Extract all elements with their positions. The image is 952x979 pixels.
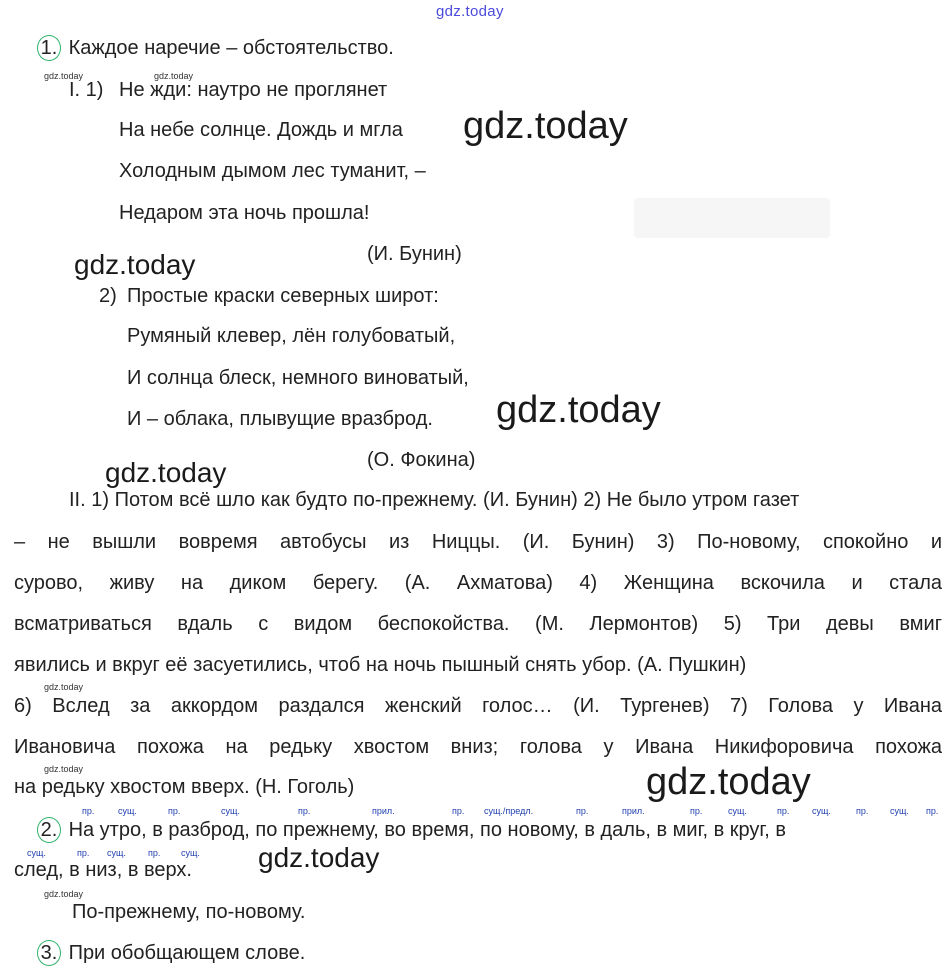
poem2-label: 2): [99, 285, 117, 307]
pos-label: сущ./предл.: [484, 806, 534, 816]
task1-heading: [37, 35, 394, 61]
poem1-line: Недаром эта ночь прошла!: [119, 202, 370, 224]
task1-heading-text: Каждое наречие – обстоятельство.: [68, 37, 394, 59]
part2-line: явились и вкруг её засуетились, чтоб на ночь пышный снять убор. (А. Пушкин): [14, 654, 747, 676]
watermark-tiny: gdz.today: [154, 71, 194, 81]
task3-line: [37, 940, 305, 966]
pos-label: пр.: [576, 806, 589, 816]
pos-label: сущ.: [107, 848, 126, 858]
part2-line: на редьку хвостом вверх. (Н. Гоголь): [14, 776, 355, 798]
task2-number: 2.: [37, 817, 61, 843]
task2-answer: По-прежнему, по-новому.: [72, 901, 306, 923]
task1-number: 1.: [37, 35, 61, 61]
pos-label: пр.: [452, 806, 465, 816]
pos-label: пр.: [82, 806, 95, 816]
watermark-tiny: gdz.today: [44, 71, 84, 81]
pos-label: пр.: [926, 806, 939, 816]
watermark-large: gdz.today: [496, 389, 661, 431]
pos-label: прил.: [622, 806, 645, 816]
pos-label: сущ.: [890, 806, 909, 816]
watermark-medium: gdz.today: [74, 249, 196, 280]
poem2-line: И – облака, плывущие вразброд.: [127, 408, 433, 430]
pos-label: сущ.: [181, 848, 200, 858]
pos-label: сущ.: [27, 848, 46, 858]
task2-line1: На утро, в разброд, по прежнему, во время, по новому, в даль, в миг, в круг, в: [68, 819, 786, 841]
pos-label: пр.: [148, 848, 161, 858]
pos-label: пр.: [77, 848, 90, 858]
watermark-large: gdz.today: [463, 105, 628, 147]
poem2-line: Простые краски северных широт:: [127, 285, 439, 307]
pos-label: пр.: [856, 806, 869, 816]
part2-line: всматриваться вдаль с видом беспокойства. (М. Лермонтов) 5) Три девы вмиг: [14, 613, 942, 635]
part1-label: I. 1): [69, 79, 104, 101]
watermark-tiny: gdz.today: [44, 682, 84, 692]
pos-label: прил.: [372, 806, 395, 816]
watermark-medium: gdz.today: [258, 842, 380, 873]
pos-label: пр.: [777, 806, 790, 816]
watermark-medium: gdz.today: [105, 457, 227, 488]
task2-line2: след, в низ, в верх.: [14, 859, 192, 881]
pos-label: пр.: [168, 806, 181, 816]
watermark-tiny: gdz.today: [44, 889, 84, 899]
poem1-line: Холодным дымом лес туманит, –: [119, 160, 426, 182]
part2-line: – не вышли вовремя автобусы из Ниццы. (И. Бунин) 3) По-новому, спокойно и: [14, 531, 942, 553]
part2-line: сурово, живу на диком берегу. (А. Ахматова) 4) Женщина вскочила и стала: [14, 572, 942, 594]
watermark-tiny: gdz.today: [44, 764, 84, 774]
watermark-top: gdz.today: [436, 3, 504, 20]
pos-label: пр.: [298, 806, 311, 816]
task3-text: При обобщающем слове.: [68, 942, 306, 964]
part2-line: Ивановича похожа на редьку хвостом вниз; голова у Ивана Никифоровича похожа: [14, 736, 942, 758]
pos-label: сущ.: [728, 806, 747, 816]
pos-label: сущ.: [812, 806, 831, 816]
part2-line: II. 1) Потом всё шло как будто по-прежнему. (И. Бунин) 2) Не было утром газет: [69, 489, 800, 511]
watermark-large: gdz.today: [646, 761, 811, 803]
part2-line: 6) Вслед за аккордом раздался женский голос… (И. Тургенев) 7) Голова у Ивана: [14, 695, 942, 717]
poem2-line: Румяный клевер, лён голубоватый,: [127, 325, 456, 347]
poem1-author: (И. Бунин): [367, 243, 462, 265]
poem1-line: На небе солнце. Дождь и мгла: [119, 119, 403, 141]
task2-line: [37, 817, 786, 843]
pos-label: пр.: [690, 806, 703, 816]
pos-label: сущ.: [221, 806, 240, 816]
task3-number: 3.: [37, 940, 61, 966]
poem2-author: (О. Фокина): [367, 449, 476, 471]
poem2-line: И солнца блеск, немного виноватый,: [127, 367, 469, 389]
faint-box: [634, 198, 830, 238]
pos-label: сущ.: [118, 806, 137, 816]
poem1-line: Не жди: наутро не проглянет: [119, 79, 388, 101]
